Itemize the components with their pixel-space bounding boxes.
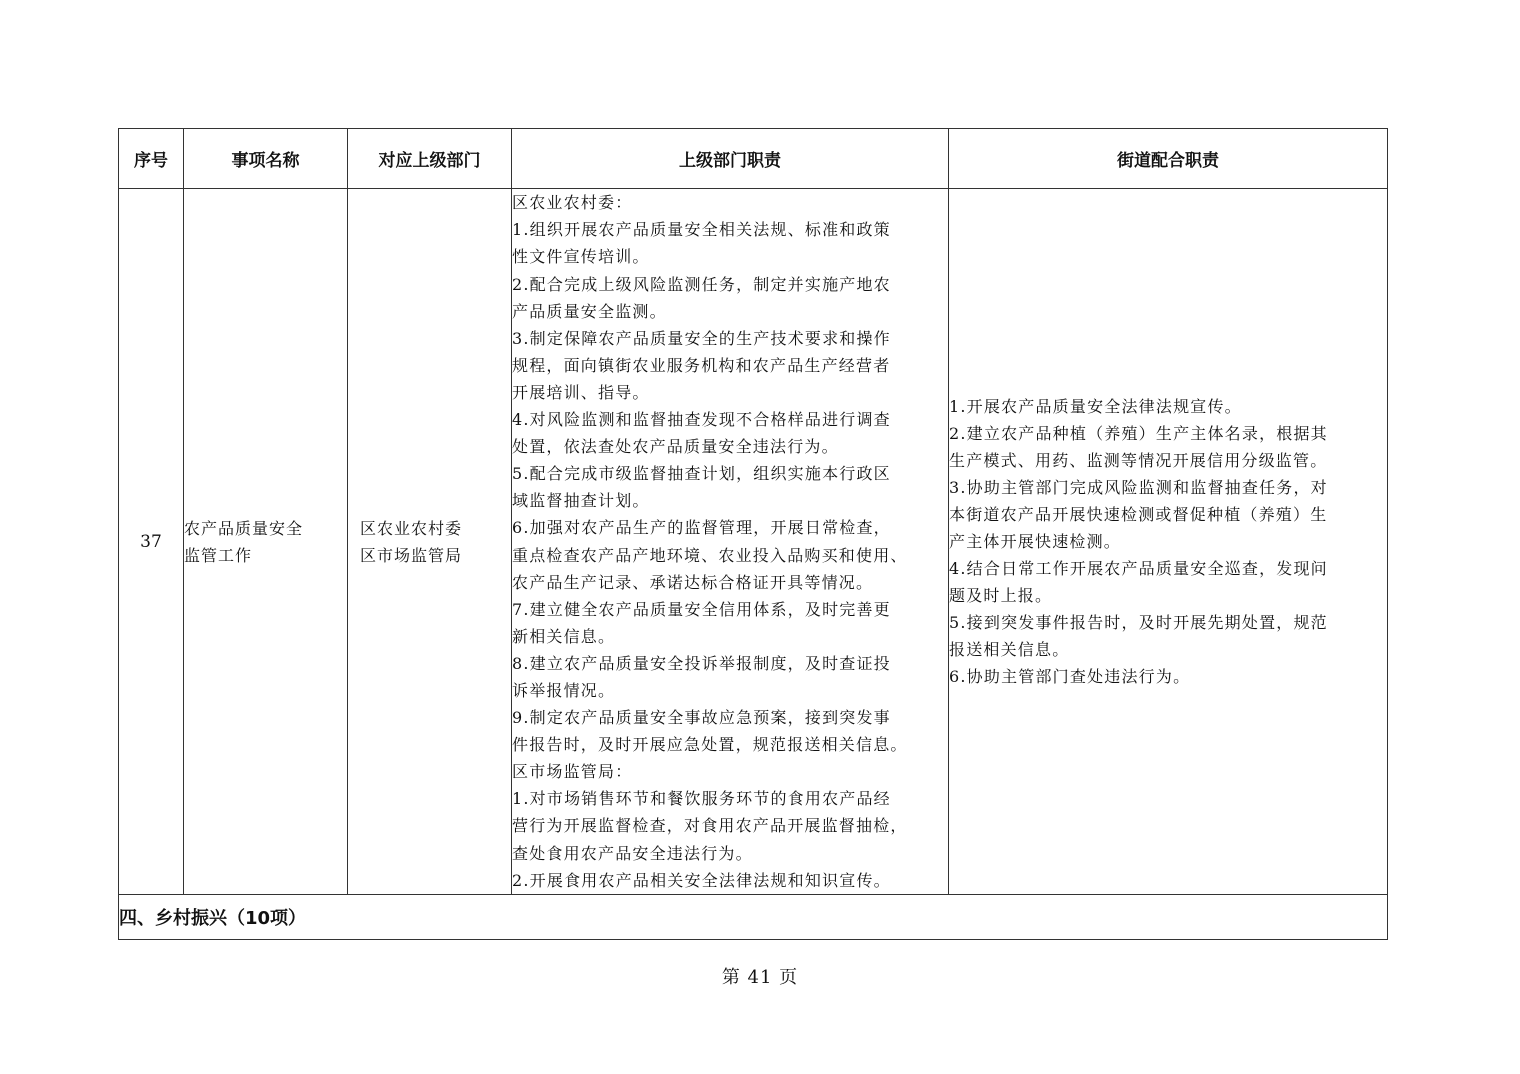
upper-duty-line: 1.组织开展农产品质量安全相关法规、标准和政策: [512, 220, 891, 240]
row-number: 37: [119, 189, 184, 895]
street-duty-line: 6.协助主管部门查处违法行为。: [949, 667, 1191, 686]
row-upper-duties: [512, 189, 949, 895]
upper-duty-line: 区农业农村委：: [512, 193, 633, 213]
street-duty-line: 产主体开展快速检测。: [949, 532, 1122, 551]
table-header-row: [119, 129, 1388, 189]
upper-duty-line: 区市场监管局：: [512, 762, 633, 782]
street-duty-line: 3.协助主管部门完成风险监测和监督抽查任务，对: [949, 478, 1328, 497]
item-name-line: 农产品质量安全: [184, 518, 304, 538]
street-duty-line: 题及时上报。: [949, 586, 1053, 605]
row-street-duties: [949, 189, 1388, 895]
upper-duty-line: 农产品生产记录、承诺达标合格证开具等情况。: [512, 572, 874, 592]
upper-duty-line: 2.配合完成上级风险监测任务，制定并实施产地农: [512, 274, 891, 294]
header-street-duties: 街道配合职责: [949, 129, 1388, 189]
upper-duty-line: 产品质量安全监测。: [512, 301, 667, 321]
street-duty-line: 报送相关信息。: [949, 640, 1070, 659]
upper-duty-line: 重点检查农产品产地环境、农业投入品购买和使用、: [512, 545, 908, 565]
department-line: 区市场监管局: [360, 545, 463, 565]
street-duty-line: 生产模式、用药、监测等情况开展信用分级监管。: [949, 451, 1328, 470]
table-row: [119, 189, 1388, 895]
upper-duty-line: 件报告时，及时开展应急处置，规范报送相关信息。: [512, 735, 908, 755]
street-duty-line: 5.接到突发事件报告时，及时开展先期处置，规范: [949, 613, 1328, 632]
row-item-name: [184, 189, 348, 895]
street-duty-line: 4.结合日常工作开展农产品质量安全巡查，发现问: [949, 559, 1328, 578]
upper-duty-line: 新相关信息。: [512, 626, 616, 646]
upper-duty-line: 性文件宣传培训。: [512, 247, 650, 267]
street-duty-line: 2.建立农产品种植（养殖）生产主体名录，根据其: [949, 424, 1328, 443]
upper-duty-line: 7.建立健全农产品质量安全信用体系，及时完善更: [512, 599, 891, 619]
upper-duty-line: 开展培训、指导。: [512, 382, 650, 402]
upper-duty-line: 营行为开展监督检查，对食用农产品开展监督抽检，: [512, 816, 908, 836]
upper-duty-line: 域监督抽查计划。: [512, 491, 650, 511]
section-heading: 四、乡村振兴（10项）: [119, 895, 1388, 940]
street-duty-line: 1.开展农产品质量安全法律法规宣传。: [949, 397, 1242, 416]
upper-duty-line: 3.制定保障农产品质量安全的生产技术要求和操作: [512, 328, 891, 348]
header-item-name: 事项名称: [184, 129, 348, 189]
upper-duty-line: 规程，面向镇街农业服务机构和农产品生产经营者: [512, 355, 891, 375]
upper-duty-line: 1.对市场销售环节和餐饮服务环节的食用农产品经: [512, 789, 891, 809]
upper-duty-line: 9.制定农产品质量安全事故应急预案，接到突发事: [512, 708, 891, 728]
header-upper-duties: 上级部门职责: [512, 129, 949, 189]
street-duty-line: 本街道农产品开展快速检测或督促种植（养殖）生: [949, 505, 1328, 524]
upper-duty-line: 8.建立农产品质量安全投诉举报制度，及时查证投: [512, 653, 891, 673]
item-name-line: 监管工作: [184, 545, 253, 565]
department-line: 区农业农村委: [360, 518, 463, 538]
upper-duty-line: 2.开展食用农产品相关安全法律法规和知识宣传。: [512, 870, 891, 890]
upper-duty-line: 处置，依法查处农产品质量安全违法行为。: [512, 437, 839, 457]
upper-duty-line: 5.配合完成市级监督抽查计划，组织实施本行政区: [512, 464, 891, 484]
upper-duty-line: 查处食用农产品安全违法行为。: [512, 843, 753, 863]
upper-duty-line: 4.对风险监测和监督抽查发现不合格样品进行调查: [512, 410, 891, 430]
duty-table: [118, 128, 1388, 940]
page-number: 第 41 页: [721, 967, 799, 988]
row-departments: [348, 189, 512, 895]
upper-duty-line: 诉举报情况。: [512, 680, 616, 700]
header-number: 序号: [119, 129, 184, 189]
upper-duty-line: 6.加强对农产品生产的监督管理，开展日常检查，: [512, 518, 891, 538]
header-department: 对应上级部门: [348, 129, 512, 189]
section-row: [119, 895, 1388, 940]
